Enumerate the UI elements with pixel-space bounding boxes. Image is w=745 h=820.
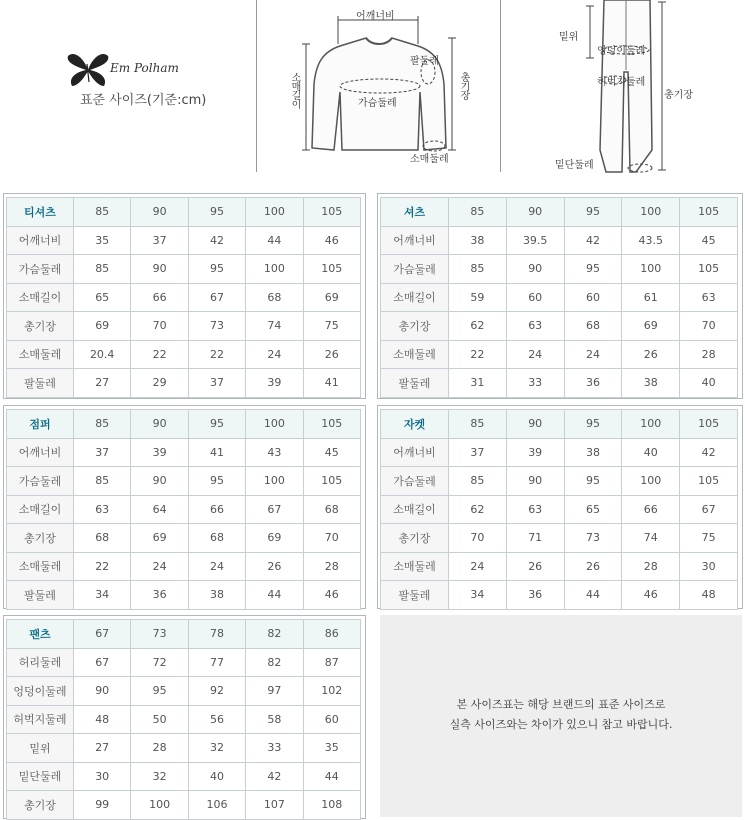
measurement-value: 69: [74, 312, 131, 341]
measurement-label: 밑위: [7, 734, 74, 763]
measurement-value: 37: [449, 438, 507, 467]
measurement-value: 40: [680, 369, 738, 398]
measurement-value: 44: [303, 762, 360, 791]
measurement-value: 24: [564, 340, 622, 369]
measurement-label: 가슴둘레: [381, 467, 449, 496]
measurement-label: 총기장: [7, 312, 74, 341]
measurement-value: 100: [246, 467, 303, 496]
table-row: [381, 524, 738, 553]
size-header-cell: 67: [74, 620, 131, 649]
measurement-value: 87: [303, 648, 360, 677]
size-header-cell: 78: [188, 620, 245, 649]
measurement-value: 62: [449, 495, 507, 524]
measurement-value: 61: [622, 283, 680, 312]
top-garment-diagram: [0, 0, 745, 180]
measurement-value: 59: [449, 283, 507, 312]
table-row: [7, 552, 361, 581]
measurement-value: 62: [449, 312, 507, 341]
measurement-value: 65: [564, 495, 622, 524]
measurement-value: 85: [449, 467, 507, 496]
table-row: [381, 312, 738, 341]
measurement-value: 106: [188, 791, 245, 820]
measurement-value: 105: [680, 255, 738, 284]
measurement-value: 41: [188, 438, 245, 467]
measurement-label: 어깨너비: [381, 226, 449, 255]
measurement-label: 소매둘레: [7, 552, 74, 581]
measurement-value: 90: [131, 467, 188, 496]
size-header-cell: 105: [303, 410, 360, 439]
measurement-value: 85: [449, 255, 507, 284]
measurement-label: 소매둘레: [381, 552, 449, 581]
measurement-value: 36: [131, 581, 188, 610]
measurement-value: 58: [246, 705, 303, 734]
measurement-value: 38: [188, 581, 245, 610]
measurement-value: 30: [680, 552, 738, 581]
measurement-label: 가슴둘레: [7, 467, 74, 496]
header: [0, 0, 745, 180]
measurement-value: 66: [131, 283, 188, 312]
measurement-label: 밑단둘레: [7, 762, 74, 791]
size-header-cell: 85: [449, 410, 507, 439]
measurement-value: 24: [449, 552, 507, 581]
measurement-value: 44: [246, 226, 303, 255]
measurement-value: 60: [303, 705, 360, 734]
measurement-value: 20.4: [74, 340, 131, 369]
measurement-label: 총기장: [7, 524, 74, 553]
measurement-value: 100: [246, 255, 303, 284]
measurement-value: 44: [246, 581, 303, 610]
measurement-value: 46: [622, 581, 680, 610]
measurement-value: 69: [303, 283, 360, 312]
measurement-value: 24: [131, 552, 188, 581]
measurement-value: 42: [188, 226, 245, 255]
measurement-label: 총기장: [381, 524, 449, 553]
jumper-size-table: [6, 409, 361, 610]
measurement-value: 72: [131, 648, 188, 677]
size-header-row: [381, 410, 738, 439]
measurement-value: 29: [131, 369, 188, 398]
measurement-value: 99: [74, 791, 131, 820]
table-row: [7, 648, 361, 677]
measurement-label: 허리둘레: [7, 648, 74, 677]
measurement-value: 30: [74, 762, 131, 791]
measurement-value: 68: [188, 524, 245, 553]
measurement-value: 92: [188, 677, 245, 706]
jacket-size-table: [380, 409, 738, 610]
table-row: [381, 438, 738, 467]
measurement-label: 소매길이: [381, 495, 449, 524]
size-header-cell: 90: [131, 410, 188, 439]
measurement-value: 66: [622, 495, 680, 524]
table-row: [7, 705, 361, 734]
measurement-value: 38: [622, 369, 680, 398]
size-header-cell: 85: [449, 198, 507, 227]
measurement-label: 어깨너비: [381, 438, 449, 467]
label-rise: 밑위: [559, 32, 579, 43]
measurement-value: 102: [303, 677, 360, 706]
measurement-label: 가슴둘레: [381, 255, 449, 284]
table-row: [7, 255, 361, 284]
size-header-cell: 105: [680, 410, 738, 439]
measurement-value: 26: [622, 340, 680, 369]
measurement-value: 36: [506, 581, 564, 610]
size-header-row: [7, 410, 361, 439]
measurement-value: 38: [449, 226, 507, 255]
label-total-length-top: 총기장: [458, 72, 469, 99]
measurement-value: 39.5: [506, 226, 564, 255]
measurement-label: 팔둘레: [381, 369, 449, 398]
size-header-cell: 86: [303, 620, 360, 649]
measurement-value: 33: [506, 369, 564, 398]
measurement-value: 90: [74, 677, 131, 706]
shirt-size-table: [380, 197, 738, 398]
measurement-value: 95: [564, 255, 622, 284]
table-row: [7, 312, 361, 341]
size-header-cell: 100: [246, 410, 303, 439]
measurement-value: 32: [131, 762, 188, 791]
measurement-value: 67: [246, 495, 303, 524]
measurement-value: 63: [506, 495, 564, 524]
category-title: 티셔츠: [7, 198, 74, 227]
table-row: [7, 369, 361, 398]
table-row: [7, 467, 361, 496]
size-header-cell: 95: [188, 198, 245, 227]
table-row: [381, 226, 738, 255]
measurement-value: 73: [188, 312, 245, 341]
measurement-label: 총기장: [7, 791, 74, 820]
measurement-value: 66: [188, 495, 245, 524]
table-row: [7, 762, 361, 791]
measurement-value: 105: [303, 467, 360, 496]
notice-line-1: 본 사이즈표는 해당 브랜드의 표준 사이즈로: [456, 698, 666, 711]
table-row: [381, 495, 738, 524]
measurement-value: 34: [74, 581, 131, 610]
measurement-value: 44: [564, 581, 622, 610]
notice-line-2: 실측 사이즈와는 차이가 있으니 참고 바랍니다.: [449, 718, 673, 731]
table-row: [381, 467, 738, 496]
measurement-value: 90: [506, 467, 564, 496]
measurement-value: 41: [303, 369, 360, 398]
measurement-value: 28: [680, 340, 738, 369]
pants-size-table: [6, 619, 361, 820]
measurement-value: 95: [564, 467, 622, 496]
size-header-cell: 85: [74, 410, 131, 439]
measurement-value: 48: [74, 705, 131, 734]
category-title: 점퍼: [7, 410, 74, 439]
measurement-value: 90: [131, 255, 188, 284]
measurement-value: 68: [74, 524, 131, 553]
measurement-value: 45: [303, 438, 360, 467]
size-header-cell: 82: [246, 620, 303, 649]
notice-box: [380, 615, 742, 817]
table-row: [381, 255, 738, 284]
measurement-value: 24: [506, 340, 564, 369]
label-hem: 밑단둘레: [555, 160, 594, 171]
table-row: [381, 283, 738, 312]
notice-text: [380, 695, 742, 735]
measurement-value: 75: [680, 524, 738, 553]
measurement-value: 63: [74, 495, 131, 524]
measurement-value: 97: [246, 677, 303, 706]
measurement-value: 33: [246, 734, 303, 763]
measurement-label: 소매길이: [381, 283, 449, 312]
table-row: [7, 226, 361, 255]
measurement-value: 22: [188, 340, 245, 369]
label-arm-circumference: 팔둘레: [410, 56, 439, 67]
size-chart-subtitle: 표준 사이즈(기준:cm): [80, 93, 207, 108]
label-chest: 가슴둘레: [358, 98, 397, 109]
measurement-label: 소매둘레: [7, 340, 74, 369]
table-row: [7, 734, 361, 763]
size-header-cell: 105: [680, 198, 738, 227]
table-row: [7, 495, 361, 524]
measurement-value: 40: [622, 438, 680, 467]
measurement-value: 22: [131, 340, 188, 369]
measurement-value: 85: [74, 255, 131, 284]
table-row: [7, 677, 361, 706]
measurement-value: 37: [131, 226, 188, 255]
table-row: [381, 581, 738, 610]
brand-name: Em Polham: [110, 61, 179, 75]
size-header-row: [381, 198, 738, 227]
measurement-value: 37: [74, 438, 131, 467]
table-row: [7, 438, 361, 467]
measurement-value: 100: [131, 791, 188, 820]
size-header-row: [7, 620, 361, 649]
measurement-value: 26: [506, 552, 564, 581]
size-header-cell: 95: [188, 410, 245, 439]
category-title: 팬츠: [7, 620, 74, 649]
measurement-value: 35: [74, 226, 131, 255]
measurement-value: 68: [564, 312, 622, 341]
measurement-value: 42: [246, 762, 303, 791]
size-header-cell: 95: [564, 198, 622, 227]
label-sleeve-length: 소매길이: [289, 72, 300, 108]
measurement-label: 소매길이: [7, 495, 74, 524]
table-row: [7, 524, 361, 553]
measurement-value: 60: [564, 283, 622, 312]
measurement-value: 26: [303, 340, 360, 369]
measurement-value: 70: [449, 524, 507, 553]
measurement-value: 105: [680, 467, 738, 496]
measurement-value: 100: [622, 255, 680, 284]
size-header-cell: 95: [564, 410, 622, 439]
measurement-value: 26: [564, 552, 622, 581]
measurement-value: 46: [303, 226, 360, 255]
measurement-value: 48: [680, 581, 738, 610]
measurement-value: 71: [506, 524, 564, 553]
measurement-value: 56: [188, 705, 245, 734]
measurement-value: 28: [622, 552, 680, 581]
measurement-value: 68: [303, 495, 360, 524]
size-header-cell: 100: [246, 198, 303, 227]
measurement-value: 105: [303, 255, 360, 284]
measurement-value: 35: [303, 734, 360, 763]
measurement-value: 39: [131, 438, 188, 467]
label-hip: 엉덩이둘레: [597, 46, 646, 57]
label-total-length-pants: 총기장: [664, 90, 693, 101]
size-header-cell: 90: [131, 198, 188, 227]
measurement-value: 70: [680, 312, 738, 341]
measurement-value: 70: [303, 524, 360, 553]
table-row: [7, 340, 361, 369]
measurement-label: 어깨너비: [7, 438, 74, 467]
measurement-value: 22: [74, 552, 131, 581]
measurement-value: 27: [74, 734, 131, 763]
measurement-value: 74: [246, 312, 303, 341]
measurement-value: 27: [74, 369, 131, 398]
measurement-value: 95: [188, 255, 245, 284]
label-thigh: 허벅지둘레: [597, 77, 646, 88]
measurement-label: 팔둘레: [7, 369, 74, 398]
measurement-value: 37: [188, 369, 245, 398]
size-header-cell: 90: [506, 198, 564, 227]
measurement-value: 46: [303, 581, 360, 610]
size-header-cell: 105: [303, 198, 360, 227]
size-header-cell: 85: [74, 198, 131, 227]
measurement-value: 42: [564, 226, 622, 255]
measurement-value: 70: [131, 312, 188, 341]
measurement-value: 40: [188, 762, 245, 791]
measurement-value: 24: [246, 340, 303, 369]
size-header-cell: 73: [131, 620, 188, 649]
measurement-value: 31: [449, 369, 507, 398]
measurement-value: 39: [246, 369, 303, 398]
measurement-value: 34: [449, 581, 507, 610]
measurement-value: 74: [622, 524, 680, 553]
measurement-value: 107: [246, 791, 303, 820]
measurement-value: 63: [506, 312, 564, 341]
category-title: 셔츠: [381, 198, 449, 227]
measurement-value: 43: [246, 438, 303, 467]
measurement-value: 67: [680, 495, 738, 524]
table-row: [7, 791, 361, 820]
size-header-cell: 90: [506, 410, 564, 439]
measurement-value: 28: [303, 552, 360, 581]
label-shoulder-width: 어깨너비: [356, 11, 395, 22]
measurement-label: 팔둘레: [7, 581, 74, 610]
table-row: [381, 369, 738, 398]
measurement-value: 32: [188, 734, 245, 763]
measurement-value: 69: [131, 524, 188, 553]
table-row: [7, 581, 361, 610]
size-header-cell: 100: [622, 198, 680, 227]
measurement-label: 허벅지둘레: [7, 705, 74, 734]
measurement-value: 42: [680, 438, 738, 467]
measurement-value: 108: [303, 791, 360, 820]
measurement-label: 소매둘레: [381, 340, 449, 369]
table-row: [381, 552, 738, 581]
measurement-value: 69: [246, 524, 303, 553]
measurement-label: 엉덩이둘레: [7, 677, 74, 706]
measurement-value: 63: [680, 283, 738, 312]
measurement-value: 77: [188, 648, 245, 677]
measurement-value: 75: [303, 312, 360, 341]
measurement-label: 어깨너비: [7, 226, 74, 255]
measurement-value: 90: [506, 255, 564, 284]
measurement-value: 26: [246, 552, 303, 581]
measurement-value: 67: [74, 648, 131, 677]
measurement-value: 43.5: [622, 226, 680, 255]
category-title: 자켓: [381, 410, 449, 439]
measurement-label: 가슴둘레: [7, 255, 74, 284]
measurement-value: 39: [506, 438, 564, 467]
measurement-value: 38: [564, 438, 622, 467]
measurement-value: 95: [188, 467, 245, 496]
measurement-value: 24: [188, 552, 245, 581]
size-header-cell: 100: [622, 410, 680, 439]
measurement-value: 28: [131, 734, 188, 763]
measurement-value: 100: [622, 467, 680, 496]
measurement-label: 소매길이: [7, 283, 74, 312]
measurement-value: 64: [131, 495, 188, 524]
measurement-value: 67: [188, 283, 245, 312]
label-cuff: 소매둘레: [410, 154, 449, 165]
measurement-value: 73: [564, 524, 622, 553]
table-row: [381, 340, 738, 369]
measurement-value: 36: [564, 369, 622, 398]
measurement-value: 85: [74, 467, 131, 496]
size-header-row: [7, 198, 361, 227]
tshirt-size-table: [6, 197, 361, 398]
measurement-label: 총기장: [381, 312, 449, 341]
measurement-value: 95: [131, 677, 188, 706]
measurement-value: 45: [680, 226, 738, 255]
measurement-value: 60: [506, 283, 564, 312]
table-row: [7, 283, 361, 312]
measurement-value: 82: [246, 648, 303, 677]
measurement-value: 22: [449, 340, 507, 369]
measurement-label: 팔둘레: [381, 581, 449, 610]
measurement-value: 65: [74, 283, 131, 312]
measurement-value: 69: [622, 312, 680, 341]
measurement-value: 68: [246, 283, 303, 312]
measurement-value: 50: [131, 705, 188, 734]
